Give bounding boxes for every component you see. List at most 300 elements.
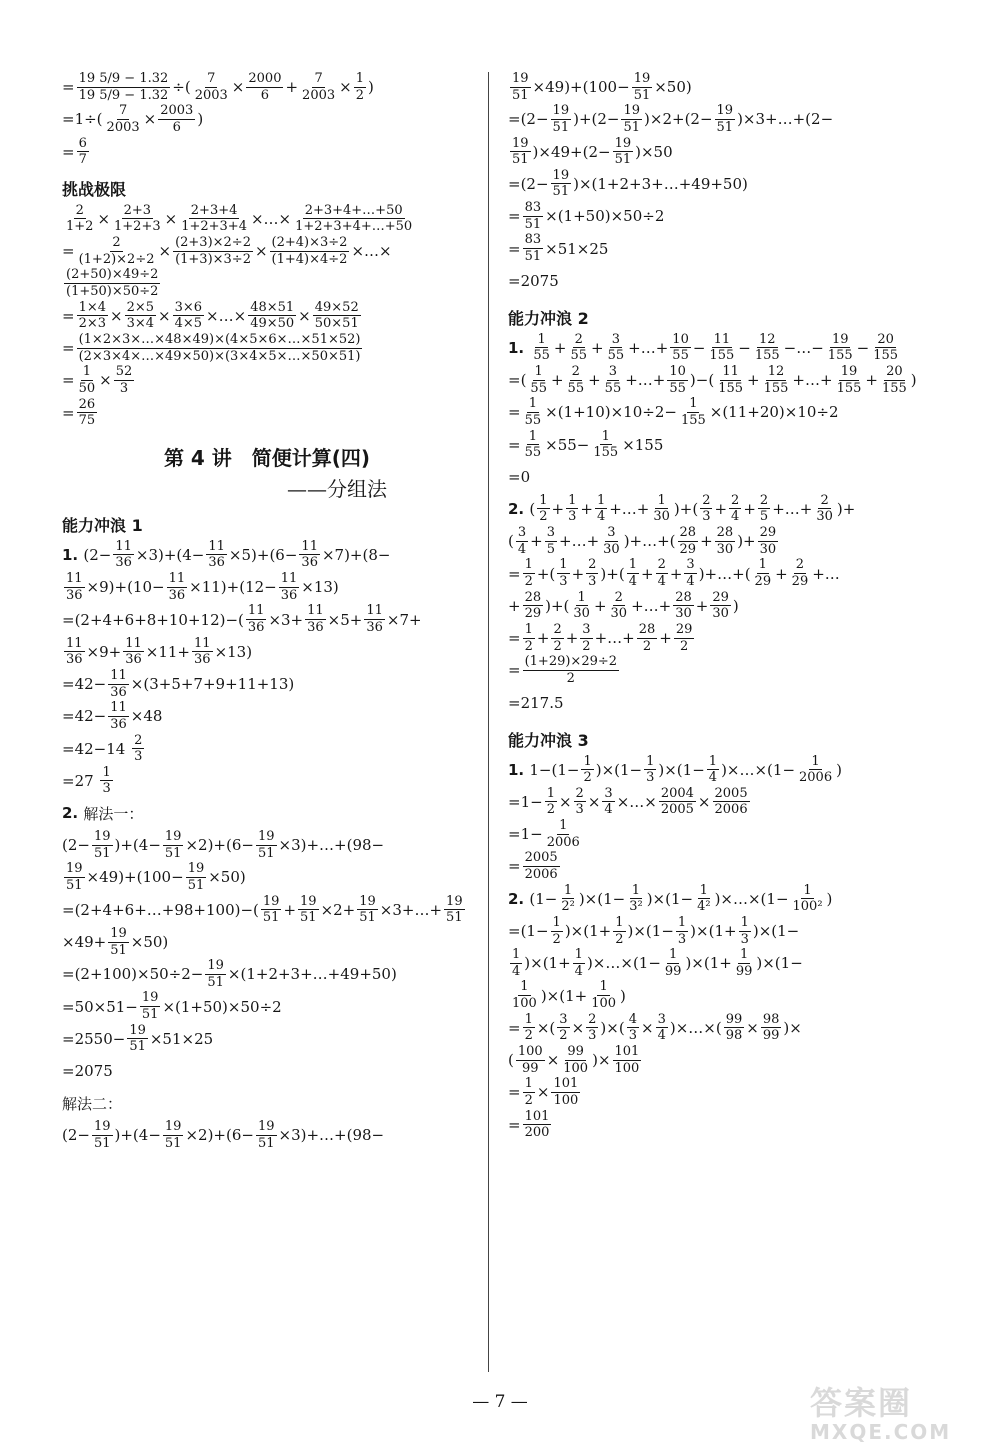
- formula-text: )×(1+: [540, 986, 588, 1005]
- fraction-denominator: 2006: [524, 866, 558, 882]
- formula-text: )×(1−: [756, 954, 803, 973]
- formula-text: +: [571, 564, 585, 583]
- fraction-numerator: 3: [546, 525, 555, 541]
- fraction: [566, 365, 587, 395]
- formula-text: +: [285, 78, 299, 97]
- formula-text: )×(1−: [627, 922, 674, 941]
- fraction-denominator: 4: [517, 541, 527, 557]
- fraction: [108, 927, 129, 957]
- fraction-denominator: 30: [816, 509, 833, 525]
- formula-line: [62, 669, 472, 699]
- formula-text: +…: [812, 564, 840, 583]
- formula-line: [508, 787, 948, 817]
- formula-line: [508, 591, 948, 621]
- formula-text: )+(: [600, 564, 625, 583]
- fraction-denominator: 55: [567, 380, 585, 396]
- formula-text: (2−: [62, 836, 90, 855]
- formula-text: ): [732, 596, 739, 615]
- formula-text: +…+: [772, 499, 813, 518]
- fraction-denominator: 4: [596, 509, 606, 525]
- formula-text: ×(11+20)×10÷2: [709, 403, 839, 422]
- fraction-numerator: 6: [78, 135, 87, 151]
- formula-line: [508, 526, 948, 556]
- formula-text: ×: [697, 792, 711, 811]
- fraction-numerator: 11: [66, 571, 83, 587]
- fraction: [724, 1013, 745, 1043]
- formula-text: =: [508, 1115, 521, 1134]
- formula-text: +: [508, 596, 521, 615]
- fraction-numerator: 19: [164, 1119, 182, 1135]
- fraction-numerator: 11: [366, 603, 383, 619]
- fraction-denominator: 36: [208, 555, 225, 571]
- fraction-numerator: 19: [359, 893, 376, 909]
- fraction: [670, 333, 691, 363]
- fraction: [734, 948, 755, 978]
- fraction-denominator: 55: [570, 348, 588, 364]
- fraction-numerator: 2005: [714, 785, 748, 801]
- fraction: [679, 397, 708, 427]
- formula-text: ): [197, 110, 204, 129]
- formula-text: +: [551, 499, 565, 518]
- fraction-numerator: 1: [577, 589, 586, 605]
- fraction: [761, 1013, 782, 1043]
- fraction-numerator: 10: [672, 331, 689, 347]
- formula-line: [62, 862, 472, 892]
- fraction-numerator: 11: [110, 667, 127, 683]
- left-column: [62, 70, 472, 1152]
- fraction-denominator: 100: [591, 996, 617, 1012]
- formula-text: +: [747, 371, 760, 390]
- fraction-numerator: 1: [355, 71, 364, 86]
- fraction: [716, 365, 745, 395]
- fraction: [613, 137, 634, 167]
- formula-text: (2−: [62, 1126, 90, 1145]
- fraction: [300, 72, 337, 102]
- fraction: [632, 72, 653, 102]
- fraction: [279, 572, 300, 602]
- fraction-denominator: 49×50: [250, 316, 295, 332]
- column-divider: [488, 72, 489, 1372]
- formula-text: )+(4−: [114, 836, 161, 855]
- formula-text: ×: [339, 78, 352, 97]
- fraction-denominator: 4: [731, 509, 740, 525]
- fraction-numerator: 19: [552, 103, 570, 119]
- formula-text: +…+: [792, 371, 833, 390]
- fraction-denominator: 51: [93, 845, 111, 861]
- formula-text: (1−: [529, 889, 558, 908]
- fraction: [559, 884, 576, 914]
- fraction-numerator: 11: [66, 635, 83, 651]
- formula-text: +: [591, 338, 604, 357]
- formula-text: ×: [231, 78, 245, 97]
- fraction: [163, 830, 184, 860]
- fraction-denominator: 51: [141, 1007, 159, 1023]
- formula-line: [508, 72, 948, 102]
- fraction: [179, 204, 249, 234]
- fraction: [673, 591, 694, 621]
- formula-line: [508, 980, 948, 1010]
- fraction-denominator: 51: [524, 216, 542, 232]
- fraction-denominator: 30: [712, 606, 729, 622]
- fraction-numerator: 11: [307, 603, 324, 619]
- fraction-numerator: 2: [657, 557, 666, 573]
- fraction: [64, 862, 85, 892]
- formula-line: [508, 397, 948, 427]
- fraction-denominator: 51: [552, 184, 570, 200]
- fraction: [595, 494, 607, 524]
- formula-text: ×9)+(10−: [86, 578, 165, 597]
- formula-line: [508, 851, 948, 881]
- fraction-numerator: 1: [631, 882, 641, 898]
- fraction-denominator: 4: [604, 802, 613, 818]
- fraction: [246, 72, 283, 102]
- formula-line: [62, 204, 472, 234]
- fraction-denominator: 51: [164, 1135, 182, 1151]
- fraction-denominator: 51: [93, 1135, 111, 1151]
- formula-text: ×2+: [320, 900, 356, 919]
- fraction: [298, 895, 319, 925]
- formula-text: ×50): [208, 868, 246, 887]
- formula-text: =(2+4+6+8+10+12)−(: [62, 610, 244, 629]
- fraction-denominator: 51: [66, 877, 83, 893]
- formula-text: =(2−: [508, 174, 549, 193]
- fraction-denominator: 51: [524, 249, 542, 265]
- formula-line: [508, 819, 948, 849]
- fraction-numerator: 2: [820, 492, 829, 508]
- fraction-numerator: 1: [657, 492, 666, 508]
- formula-text: =: [508, 435, 521, 454]
- fraction-numerator: 1: [628, 557, 637, 573]
- formula-line: [62, 991, 472, 1021]
- formula-line: [62, 1120, 472, 1150]
- fraction: [523, 655, 619, 685]
- problem-number: 1.: [508, 338, 530, 357]
- fraction-denominator: 29: [524, 606, 542, 622]
- formula-text: =: [508, 1083, 521, 1102]
- fraction-numerator: 2003: [160, 103, 194, 119]
- fraction-denominator: 2: [559, 1028, 568, 1044]
- formula-text: =: [508, 857, 521, 876]
- fraction-denominator: (2×3×4×…×49×50)×(3×4×5×…×50×51): [78, 348, 361, 364]
- fraction-denominator: 30: [675, 606, 692, 622]
- fraction-numerator: 19: [93, 1119, 111, 1135]
- formula-text: )+: [836, 499, 856, 518]
- fraction-numerator: 3: [686, 557, 695, 573]
- fraction-numerator: 20: [877, 331, 894, 347]
- fraction: [715, 104, 736, 134]
- formula-text: +…+: [628, 338, 669, 357]
- fraction-denominator: 1+2+3+4+…+50: [295, 219, 413, 235]
- fraction-denominator: 4: [657, 1028, 666, 1044]
- formula-text: ×49+: [62, 933, 107, 952]
- fraction-numerator: 26: [78, 396, 96, 412]
- fraction-denominator: 4: [574, 963, 583, 979]
- fraction: [551, 169, 572, 199]
- formula-text: =: [508, 403, 521, 422]
- formula-text: =42−14: [62, 739, 131, 758]
- fraction-denominator: 99: [522, 1060, 539, 1076]
- formula-text: (: [508, 1051, 514, 1070]
- fraction: [557, 1013, 569, 1043]
- fraction-denominator: 100: [614, 1060, 640, 1076]
- fraction-numerator: 100: [517, 1044, 543, 1060]
- formula-text: ×13): [301, 578, 339, 597]
- fraction: [523, 851, 560, 881]
- fraction-numerator: 1: [520, 979, 529, 995]
- fraction-numerator: 11: [194, 635, 211, 651]
- fraction-denominator: 51: [512, 152, 529, 168]
- fraction: [871, 333, 900, 363]
- fraction: [551, 104, 572, 134]
- fraction-numerator: 19: [716, 103, 734, 119]
- fraction-denominator: 36: [168, 587, 186, 603]
- fraction-numerator: 19: [633, 71, 651, 86]
- formula-text: ×…×: [250, 209, 292, 228]
- formula-text: =2075: [508, 271, 559, 290]
- fraction-denominator: 51: [300, 910, 317, 926]
- fraction: [676, 916, 688, 946]
- fraction-denominator: 100: [563, 1060, 589, 1076]
- formula-text: )×(1+: [524, 954, 571, 973]
- fraction-denominator: 36: [280, 587, 298, 603]
- formula-text: +: [588, 371, 601, 390]
- fraction-denominator: 36: [301, 555, 318, 571]
- fraction-numerator: 1: [677, 914, 687, 930]
- fraction: [651, 494, 672, 524]
- formula-text: ×: [254, 242, 268, 261]
- fraction-numerator: 1: [524, 1076, 533, 1092]
- fraction: [523, 397, 544, 427]
- fraction-denominator: 30: [653, 509, 670, 525]
- fraction-denominator: 36: [66, 652, 83, 668]
- formula-text: )×(1−: [595, 760, 643, 779]
- formula-line: [508, 233, 948, 263]
- fraction: [510, 72, 531, 102]
- fraction-denominator: 51: [633, 87, 651, 103]
- fraction-denominator: 36: [125, 652, 142, 668]
- fraction-denominator: 2006: [714, 802, 748, 818]
- fraction: [516, 1045, 545, 1075]
- fraction: [574, 787, 586, 817]
- fraction-denominator: (1+4)×4÷2: [271, 251, 348, 267]
- fraction-numerator: 19: [187, 861, 205, 877]
- formula-line: [508, 266, 948, 296]
- fraction: [586, 558, 598, 588]
- fraction-numerator: 12: [758, 331, 776, 347]
- fraction-numerator: 3: [607, 525, 616, 541]
- formula-line: [62, 830, 472, 860]
- formula-text: +: [565, 629, 579, 648]
- formula-text: +…+: [594, 629, 635, 648]
- fraction: [123, 637, 144, 667]
- fraction-denominator: 2003: [302, 87, 336, 103]
- fraction-denominator: 2: [615, 931, 624, 947]
- fraction: [64, 572, 85, 602]
- fraction-numerator: 19: [262, 893, 280, 909]
- formula-text: ×: [640, 1018, 654, 1037]
- fraction: [531, 333, 552, 363]
- fraction: [186, 862, 207, 892]
- fraction-denominator: 2: [355, 87, 364, 103]
- fraction: [695, 884, 712, 914]
- formula-text: ×49)+(100−: [532, 78, 630, 97]
- formula-text: +: [669, 564, 683, 583]
- fraction: [114, 365, 135, 395]
- formula-text: ×: [746, 1018, 759, 1037]
- fraction-denominator: 2: [553, 638, 562, 654]
- formula-text: =: [62, 78, 75, 97]
- fraction-denominator: 51: [716, 119, 734, 135]
- formula-line: [508, 916, 948, 946]
- fraction: [523, 558, 535, 588]
- fraction-numerator: 1: [568, 492, 577, 508]
- formula-line: [62, 701, 472, 731]
- fraction-numerator: 19: [129, 1022, 146, 1038]
- fraction-denominator: (1+50)×50÷2: [66, 284, 159, 300]
- fraction: [261, 895, 282, 925]
- fraction: [523, 591, 544, 621]
- fraction-denominator: 2: [524, 638, 533, 654]
- fraction: [77, 365, 98, 395]
- formula-text: )×…×(1−: [586, 954, 661, 973]
- fraction: [516, 526, 528, 556]
- fraction-numerator: 19: [840, 363, 858, 379]
- fraction-numerator: 1: [534, 363, 543, 379]
- fraction-numerator: 101: [524, 1108, 550, 1124]
- fraction: [313, 301, 361, 331]
- formula-text: =: [508, 1018, 521, 1037]
- fraction-numerator: 3×6: [174, 299, 203, 315]
- fraction-denominator: 50×51: [314, 316, 359, 332]
- fraction: [663, 948, 684, 978]
- fraction: [573, 948, 585, 978]
- fraction-numerator: 1: [739, 947, 749, 963]
- fraction-denominator: 4²: [697, 899, 711, 915]
- formula-text: ×3+: [268, 610, 304, 629]
- formula-text: =2550−: [62, 1029, 126, 1048]
- fraction-numerator: 3: [608, 363, 618, 379]
- fraction-numerator: 2+3+4+…+50: [304, 202, 403, 218]
- fraction-denominator: 2: [583, 770, 592, 786]
- fraction-numerator: 99: [725, 1011, 743, 1027]
- fraction-denominator: 2: [539, 509, 548, 525]
- fraction: [814, 494, 835, 524]
- fraction-denominator: 2: [524, 1092, 533, 1108]
- fraction-numerator: 28: [638, 621, 656, 637]
- formula-text: +: [580, 499, 593, 518]
- fraction-denominator: 29: [754, 574, 772, 590]
- fraction: [601, 526, 622, 556]
- formula-text: +: [530, 532, 543, 551]
- fraction-denominator: 2×3: [78, 316, 107, 332]
- formula-text: ÷(: [172, 78, 191, 97]
- fraction: [684, 558, 696, 588]
- formula-line: [508, 655, 948, 685]
- fraction-denominator: 30: [716, 541, 734, 557]
- formula-text: ×: [110, 306, 123, 325]
- formula-text: ×50): [654, 78, 692, 97]
- formula-text: ×51×25: [545, 239, 609, 258]
- fraction: [739, 916, 751, 946]
- fraction-numerator: 83: [524, 232, 542, 248]
- formula-text: ×3)+…+(98−: [278, 1126, 385, 1145]
- fraction-denominator: 6: [172, 119, 181, 135]
- formula-line: [508, 365, 948, 395]
- fraction-denominator: 155: [873, 348, 899, 364]
- fraction: [127, 1024, 148, 1054]
- fraction-numerator: 2: [795, 557, 805, 573]
- fraction: [77, 398, 98, 428]
- formula-text: =27: [62, 771, 99, 790]
- fraction-numerator: 1: [537, 331, 546, 347]
- formula-text: (: [529, 499, 536, 518]
- formula-text: ): [620, 986, 626, 1005]
- formula-text: +: [283, 900, 297, 919]
- fraction: [523, 233, 544, 263]
- fraction-denominator: 30: [573, 606, 590, 622]
- fraction-numerator: 1: [740, 914, 749, 930]
- formula-line: [62, 236, 472, 266]
- formula-text: )×…×(: [669, 1018, 722, 1037]
- fraction-numerator: 2×5: [126, 299, 155, 315]
- fraction-numerator: 1: [528, 396, 537, 412]
- fraction-denominator: 51: [257, 845, 275, 861]
- fraction-denominator: 2005: [660, 802, 694, 818]
- fraction-numerator: 19: [93, 829, 111, 845]
- formula-text: ×(3+5+7+9+11+13): [130, 675, 295, 694]
- fraction: [753, 333, 782, 363]
- fraction: [568, 333, 589, 363]
- fraction-numerator: 3: [517, 525, 527, 541]
- fraction-denominator: 99: [664, 963, 682, 979]
- fraction: [444, 895, 465, 925]
- fraction: [523, 430, 544, 460]
- section-heading: 挑战极限: [62, 179, 127, 199]
- fraction-numerator: 2+3: [123, 202, 152, 218]
- fraction: [537, 494, 549, 524]
- formula-text: =42−: [62, 707, 107, 726]
- fraction: [710, 591, 731, 621]
- formula-text: =(2+4+6+…+98+100)−(: [62, 900, 259, 919]
- fraction-numerator: 19: [552, 167, 570, 183]
- fraction: [713, 787, 750, 817]
- formula-text: )×2+(2−: [644, 110, 713, 129]
- fraction-numerator: 1×4: [78, 299, 107, 315]
- fraction-numerator: 1: [574, 947, 583, 963]
- fraction-denominator: 51: [623, 119, 641, 135]
- formula-text: ×51×25: [149, 1029, 214, 1048]
- formula-line: [62, 540, 472, 570]
- fraction: [758, 494, 770, 524]
- fraction: [357, 895, 378, 925]
- fraction-denominator: 51: [552, 119, 570, 135]
- fraction-denominator: 1+2+3: [114, 219, 161, 235]
- fraction: [678, 526, 699, 556]
- page-number: — 7 —: [472, 1392, 528, 1412]
- fraction: [545, 819, 582, 849]
- fraction: [637, 623, 658, 653]
- fraction: [528, 365, 549, 395]
- fraction: [206, 540, 227, 570]
- formula-text: )×50: [635, 142, 673, 161]
- formula-text: ×: [587, 792, 601, 811]
- fraction-denominator: 30: [610, 606, 628, 622]
- fraction-denominator: 155: [754, 348, 780, 364]
- fraction-numerator: 19: [257, 829, 275, 845]
- formula-text: )−(: [689, 371, 715, 390]
- formula-text: ×7+: [386, 610, 422, 629]
- fraction-numerator: 2: [588, 557, 597, 573]
